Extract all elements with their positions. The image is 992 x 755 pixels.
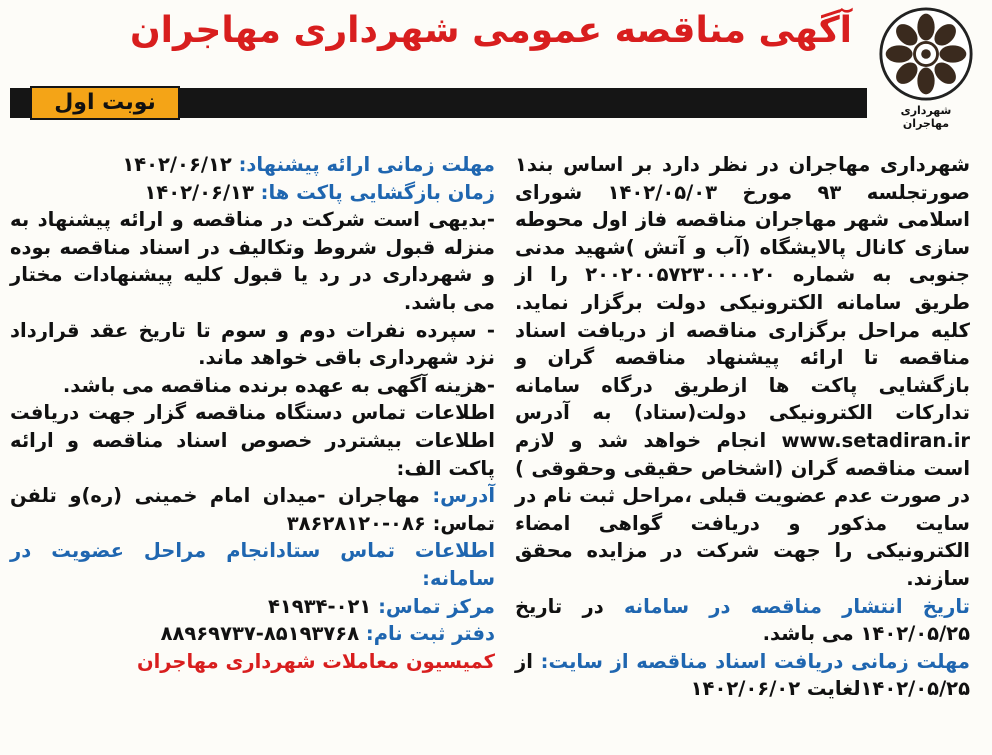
- intro-paragraph: [515, 151, 970, 593]
- publish-label: تاریخ انتشار مناقصه در سامانه: [623, 594, 970, 618]
- right-column: [515, 151, 970, 703]
- center-line: [10, 593, 495, 621]
- address-phone: ۰۸۶-۳۸۶۲۸۱۲۰: [286, 511, 426, 535]
- publish-date: ۱۴۰۲/۰۵/۲۵: [860, 622, 970, 646]
- logo-caption: شهرداری مهاجران: [900, 104, 952, 130]
- setad-heading: اطلاعات تماس ستادانجام مراحل عضویت در سامانه:: [10, 539, 495, 590]
- docs-value: از ۱۴۰۲/۰۵/۲۵لغایت ۱۴۰۲/۰۶/۰۲: [515, 649, 970, 701]
- publish-mid: در تاریخ: [515, 594, 604, 618]
- deposit-paragraph: - سپرده نفرات دوم و سوم تا تاریخ عقد قرارداد نزد شهرداری باقی خواهد ماند.: [10, 318, 495, 370]
- setad-website-link[interactable]: www.setadiran.ir: [781, 428, 970, 452]
- opening-value: ۱۴۰۲/۰۶/۱۳: [144, 180, 254, 204]
- contact-heading: اطلاعات تماس دستگاه مناقصه گزار جهت دریافت اطلاعات بیشتردر خصوص اسناد مناقصه و ارائه پاکت الف:: [10, 401, 495, 480]
- registry-label: دفتر ثبت نام:: [365, 622, 495, 646]
- cost-paragraph: -هزینه آگهی به عهده برنده مناقصه می باشد.: [62, 373, 495, 397]
- intro-text-continued: انجام خواهد شد و لازم است مناقصه گران (اشخاص حقیقی وحقوقی ) در صورت عدم عضویت قبلی ،مراحل ثبت نام در سایت مذکور و دریافت گواهی امضاء الکترونیکی را جهت شرکت در مزایده محقق سازند.: [515, 428, 970, 590]
- registry-value: ۸۵۱۹۳۷۶۸-۸۸۹۶۹۷۳۷: [160, 622, 360, 646]
- registry-line: [10, 620, 495, 648]
- center-value: ۰۲۱-۴۱۹۳۴: [267, 594, 372, 618]
- publish-line: [515, 593, 970, 648]
- address-value: مهاجران -میدان امام خمینی (ره)و تلفن تماس:: [10, 484, 495, 535]
- publish-tail: می باشد.: [762, 622, 854, 646]
- address-line: [10, 482, 495, 537]
- notice-title: آگهی مناقصه عمومی شهرداری مهاجران: [129, 10, 852, 51]
- round-badge: نوبت اول: [30, 86, 180, 120]
- docs-line: [515, 648, 970, 703]
- terms-paragraph: -بدیهی است شرکت در مناقصه و ارائه پیشنهاد به منزله قبول شروط وتکالیف در اسناد مناقصه بوده و شهرداری در رد یا قبول کلیه پیشنهادات مختار می باشد.: [10, 208, 495, 314]
- intro-text: شهرداری مهاجران در نظر دارد بر اساس بند۱ صورتجلسه ۹۳ مورخ ۱۴۰۲/۰۵/۰۳ شورای اسلامی شهر مهاجران مناقصه فاز اول محوطه سازی کانال پالایشگاه (آب و آتش )شهید مدنی جنوبی به شماره ۲۰۰۲۰۰۵۷۲۳۰۰۰۰۲۰ را از طریق سامانه الکترونیکی دولت برگزار نماید. کلیه مراحل برگزاری مناقصه از دریافت اسناد مناقصه تا ارائه پیشنهاد مناقصه گران و بازگشایی پاکت ها ازطریق درگاه سامانه تدارکات الکترونیکی دولت(ستاد) به آدرس: [515, 153, 970, 425]
- deadline-value: ۱۴۰۲/۰۶/۱۲: [122, 153, 232, 176]
- address-label: آدرس:: [432, 484, 495, 508]
- deadline-label: مهلت زمانی ارائه پیشنهاد:: [238, 153, 495, 176]
- docs-label: مهلت زمانی دریافت اسناد مناقصه از سایت:: [540, 649, 970, 673]
- center-label: مرکز تماس:: [378, 594, 495, 618]
- flower-emblem-icon: [878, 6, 974, 102]
- opening-line: [10, 179, 495, 207]
- commission-signature: کمیسیون معاملات شهرداری مهاجران: [136, 649, 495, 673]
- municipality-logo: [878, 6, 974, 130]
- opening-label: زمان بازگشایی پاکت ها:: [260, 180, 495, 204]
- left-column: [10, 151, 495, 675]
- deadline-line: [10, 151, 495, 179]
